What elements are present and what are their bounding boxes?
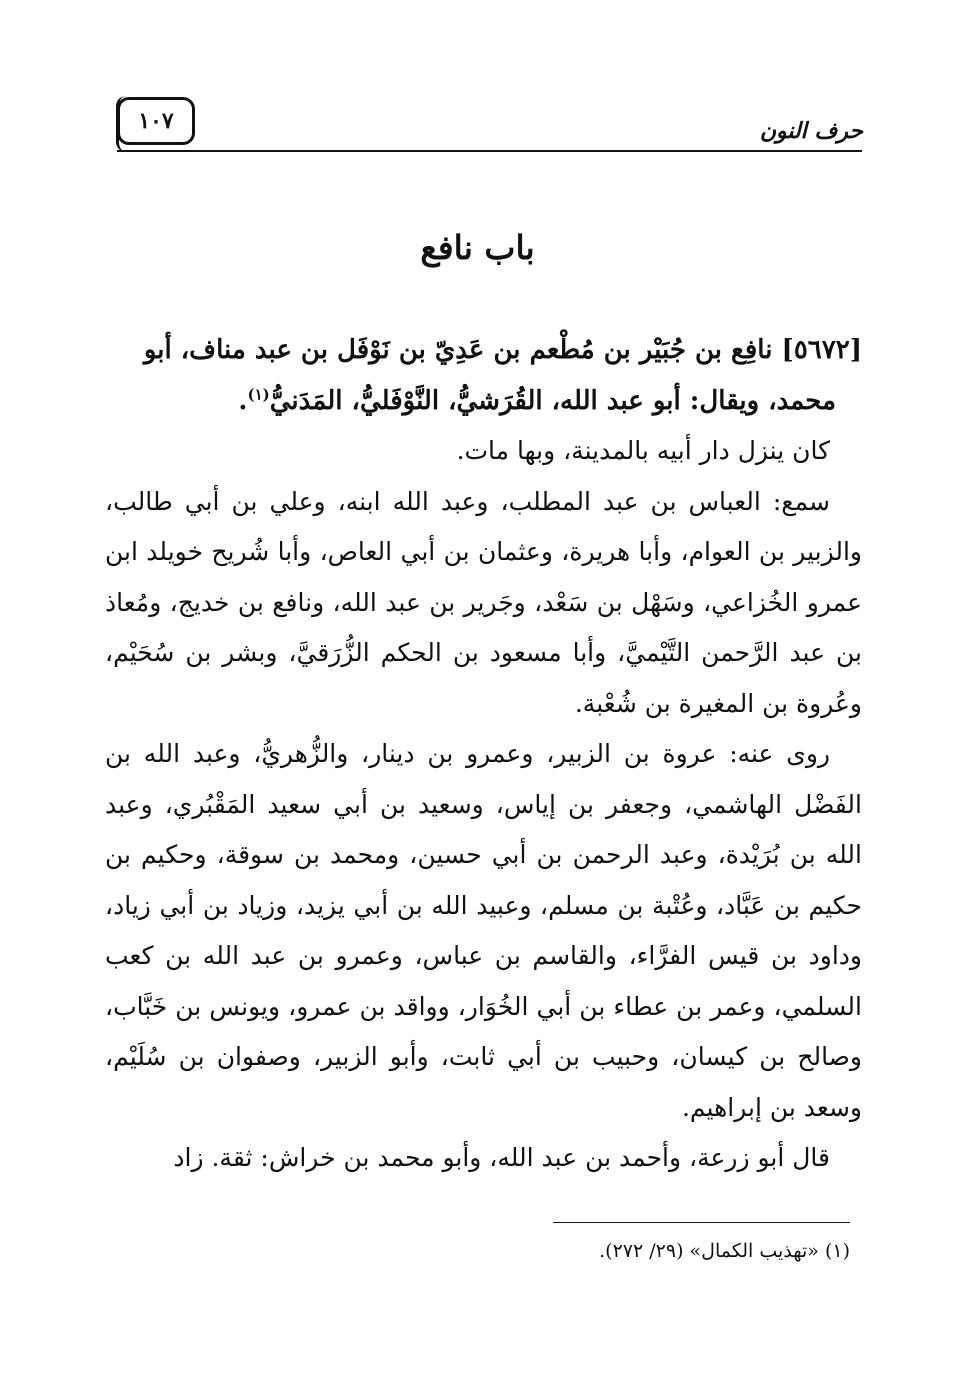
chapter-title: باب نافع bbox=[420, 228, 535, 267]
paragraph-heard-from: سمع: العباس بن عبد المطلب، وعبد الله ابنه، وعلي بن أبي طالب، والزبير بن العوام، وأبا هريرة، وعثمان بن أبي العاص، وأبا شُريح خويلد ابن عمرو الخُزاعي، وسَهْل بن سَعْد، وجَرير بن عبد الله، ونافع بن خديج، ومُعاذ بن عبد الرَّحمن التَّيْميَّ، وأبا مسعود بن الحكم الزُّرَقيَّ، وبشر بن سُحَيْم، وعُروة بن المغيرة بن شُعْبة. bbox=[105, 486, 862, 718]
entry-line-1: [٥٦٧٢] نافِع بن جُبَيْر بن مُطْعم بن عَدِيّ بن نَوْفَل بن عبد مناف، أبو bbox=[143, 335, 862, 365]
paragraph-narrated-from-him: روى عنه: عروة بن الزبير، وعمرو بن دينار، والزُّهريُّ، وعبد الله بن الفَضْل الهاشمي، وجعفر بن إياس، وسعيد بن أبي سعيد المَقْبُري، وعبد الله بن بُرَيْدة، وعبد الرحمن بن أبي حسين، ومحمد بن سوقة، وحكيم بن حكيم بن عَبَّاد، وعُتْبة بن مسلم، وعبيد الله بن أبي يزيد، وزياد بن أبي زياد، وداود بن قيس الفرَّاء، والقاسم بن عباس، وعمرو بن عبد الله بن كعب السلمي، وعمر بن عطاء بن أبي الخُوَار، وواقد بن عمرو، ويونس بن خَبَّاب، وصالح بن كيسان، وحبيب بن أبي ثابت، وأبو الزبير، وصفوان بن سُلَيْم، وسعد بن إبراهيم. bbox=[105, 739, 862, 1122]
paragraph-assessment: قال أبو زرعة، وأحمد بن عبد الله، وأبو محمد بن خراش: ثقة. زاد bbox=[173, 1143, 830, 1172]
paragraph-residence: كان ينزل دار أبيه بالمدينة، وبها مات. bbox=[456, 436, 830, 465]
footnote: (١) «تهذيب الكمال» (٢٩/ ٢٧٢). bbox=[599, 1240, 850, 1262]
body-text bbox=[105, 325, 862, 1184]
header-rule bbox=[117, 150, 862, 152]
running-title: حرف النون bbox=[759, 118, 863, 144]
entry-line-2: محمد، ويقال: أبو عبد الله، القُرَشيُّ، النَّوْفَليُّ، المَدَنيُّ bbox=[269, 385, 836, 416]
footnote-rule bbox=[553, 1222, 850, 1223]
entry-heading bbox=[105, 325, 862, 426]
entry-line-2-end: . bbox=[238, 385, 248, 416]
page-number: ١٠٧ bbox=[117, 97, 195, 145]
footnote-reference[interactable]: (١) bbox=[247, 384, 270, 403]
